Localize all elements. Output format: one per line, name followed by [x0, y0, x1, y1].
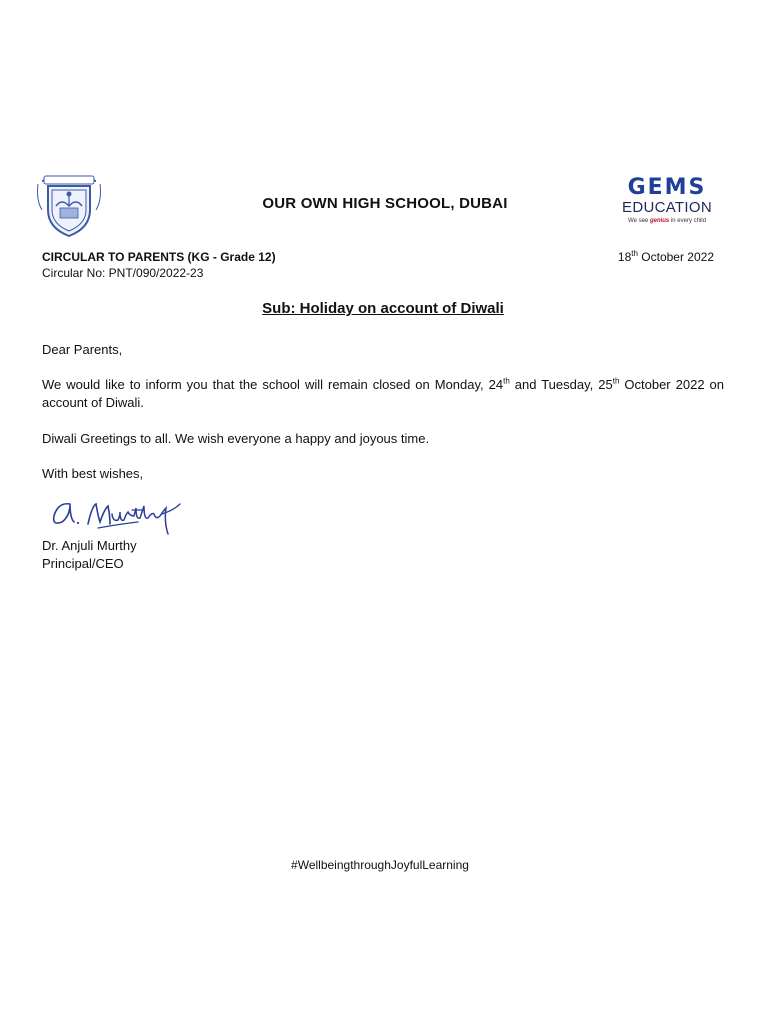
- school-name: OUR OWN HIGH SCHOOL, DUBAI: [262, 195, 508, 212]
- closing-line: With best wishes,: [42, 466, 144, 481]
- paragraph-greetings: Diwali Greetings to all. We wish everyone a happy and joyous time.: [42, 431, 430, 446]
- gems-education-text: EDUCATION: [622, 199, 712, 216]
- circular-date: 18th October 2022: [617, 249, 714, 264]
- footer-hashtag: #WellbeingthroughJoyfulLearning: [291, 858, 469, 872]
- gems-wordmark: GEMS: [627, 175, 707, 200]
- principal-signature: [40, 492, 200, 542]
- circular-title: CIRCULAR TO PARENTS (KG - Grade 12): [42, 250, 276, 264]
- signatory-name: Dr. Anjuli Murthy: [42, 538, 137, 553]
- subject-line: Sub: Holiday on account of Diwali: [262, 300, 504, 317]
- gems-education-logo: [612, 176, 722, 224]
- gems-tagline: We see genius in every child: [628, 218, 706, 224]
- paragraph-closure-notice: We would like to inform you that the school will remain closed on Monday, 24th and Tuesday, 25th October 2022 on account of Diwali.: [42, 376, 724, 410]
- signatory-title: Principal/CEO: [42, 556, 124, 571]
- circular-number: Circular No: PNT/090/2022-23: [42, 266, 204, 280]
- school-crest-logo: [34, 170, 104, 240]
- salutation: Dear Parents,: [42, 342, 123, 357]
